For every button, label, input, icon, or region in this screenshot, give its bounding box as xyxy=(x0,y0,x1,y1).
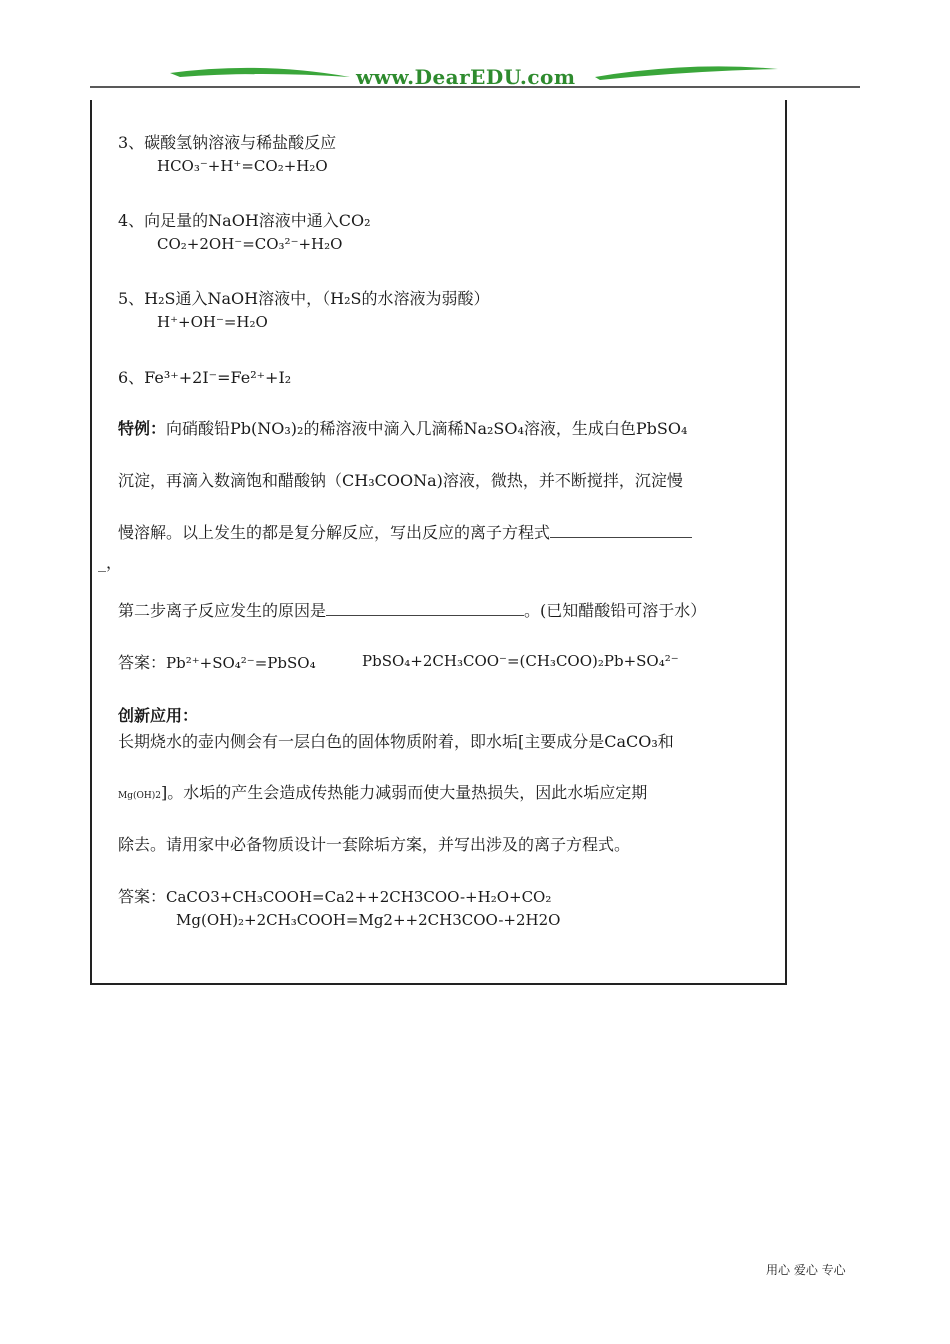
item-3-label: 3、碳酸氢钠溶液与稀盐酸反应 xyxy=(118,133,337,152)
answer-blank-1[interactable] xyxy=(550,523,692,538)
page-header xyxy=(0,55,950,95)
special-answer-eq-1: Pb²⁺+SO₄²⁻=PbSO₄ xyxy=(166,654,316,672)
page-footer: 用心 爱心 专心 xyxy=(766,1263,846,1277)
special-line-2: 沉淀，再滴入数滴饱和醋酸钠（CH₃COONa)溶液，微热，并不断搅拌，沉淀慢 xyxy=(118,471,683,490)
innovation-answer xyxy=(118,884,551,907)
special-line-4-suffix: 。(已知醋酸铅可溶于水） xyxy=(524,601,707,620)
site-logo[interactable]: www.DearEDU.com xyxy=(356,65,576,89)
item-5-equation: H⁺+OH⁻=H₂O xyxy=(157,313,268,331)
left-swoosh xyxy=(170,68,350,77)
innovation-line-3: 除去。请用家中必备物质设计一套除垢方案，并写出涉及的离子方程式。 xyxy=(118,835,631,854)
answer-blank-2[interactable] xyxy=(326,601,524,616)
special-title: 特例： xyxy=(118,419,167,438)
innovation-line-2-small: Mg(OH)2 xyxy=(118,791,161,801)
innovation-answer-eq-2: Mg(OH)₂+2CH₃COOH=Mg2++2CH3COO-+2H2O xyxy=(176,911,561,929)
special-line-4-prefix: 第二步离子反应发生的原因是 xyxy=(118,601,327,620)
special-answer xyxy=(118,650,316,673)
special-paragraph-line-4 xyxy=(118,598,706,621)
special-paragraph-line-3 xyxy=(118,520,692,543)
innovation-answer-eq-1: CaCO3+CH₃COOH=Ca2++2CH3COO-+H₂O+CO₂ xyxy=(166,888,552,906)
item-4-label: 4、向足量的NaOH溶液中通入CO₂ xyxy=(118,211,371,230)
special-line-3-text: 慢溶解。以上发生的都是复分解反应，写出反应的离子方程式 xyxy=(118,523,551,542)
special-answer-eq-2: PbSO₄+2CH₃COO⁻=(CH₃COO)₂Pb+SO₄²⁻ xyxy=(362,652,679,670)
item-3-equation: HCO₃⁻+H⁺=CO₂+H₂O xyxy=(157,157,328,175)
innovation-line-1: 长期烧水的壶内侧会有一层白色的固体物质附着，即水垢[主要成分是CaCO₃和 xyxy=(118,732,674,751)
innovation-title: 创新应用： xyxy=(118,706,199,725)
item-6-label: 6、Fe³⁺+2I⁻=Fe²⁺+I₂ xyxy=(118,368,292,387)
special-line-3-tail: _， xyxy=(98,553,123,572)
item-4-equation: CO₂+2OH⁻=CO₃²⁻+H₂O xyxy=(157,235,343,253)
innovation-line-2-text: ]。水垢的产生会造成传热能力减弱而使大量热损失，因此水垢应定期 xyxy=(160,783,648,802)
special-paragraph-line-1 xyxy=(118,416,687,439)
item-5-label: 5、H₂S通入NaOH溶液中，（H₂S的水溶液为弱酸） xyxy=(118,289,490,308)
innovation-paragraph-line-2 xyxy=(118,780,647,803)
right-swoosh xyxy=(595,66,778,80)
innovation-answer-label: 答案： xyxy=(118,887,167,906)
special-answer-label: 答案： xyxy=(118,653,167,672)
special-line-1-text: 向硝酸铅Pb(NO₃)₂的稀溶液中滴入几滴稀Na₂SO₄溶液，生成白色PbSO₄ xyxy=(166,419,688,438)
